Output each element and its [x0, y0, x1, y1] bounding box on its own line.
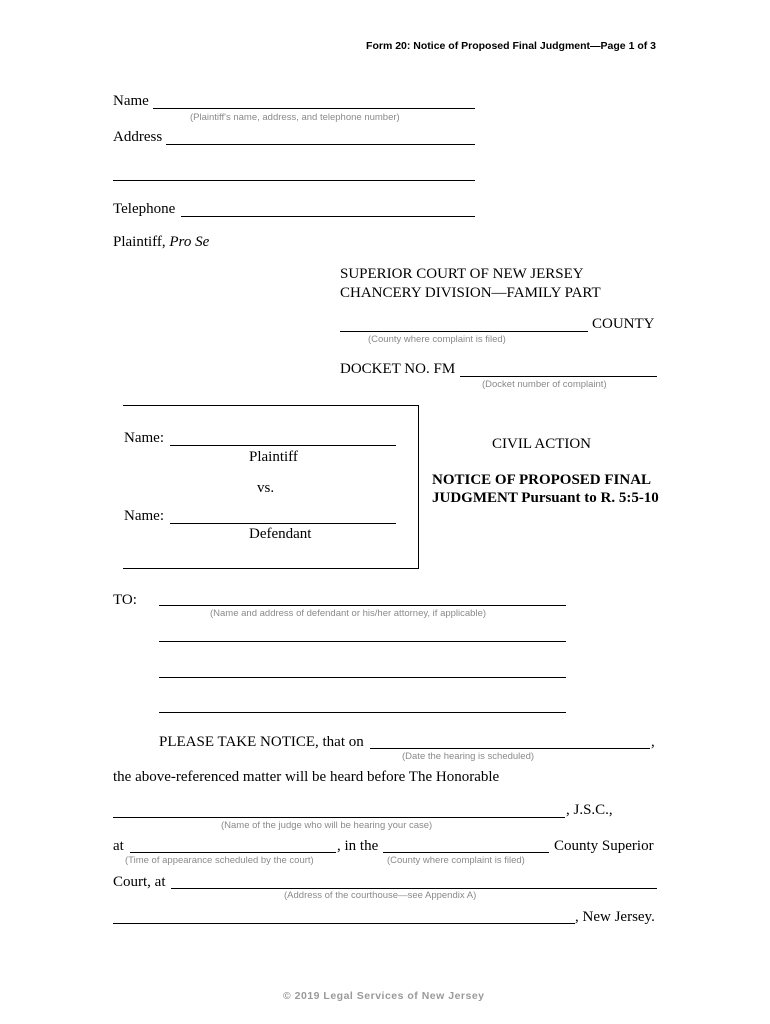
- caption-defendant: Defendant: [249, 526, 312, 542]
- appearance-time-field[interactable]: [130, 852, 336, 853]
- courthouse-address-field[interactable]: [171, 888, 657, 889]
- to-label: TO:: [113, 592, 137, 608]
- to-hint: (Name and address of defendant or his/her attorney, if applicable): [210, 608, 487, 619]
- hearing-county-hint: (County where complaint is filed): [387, 855, 525, 866]
- jsc-label: , J.S.C.,: [566, 802, 613, 818]
- plaintiff-name-hint: (Plaintiff's name, address, and telephone number): [190, 112, 400, 123]
- date-hint: (Date the hearing is scheduled): [402, 751, 535, 762]
- notice-title-line-2: JUDGMENT Pursuant to R. 5:5-10: [432, 490, 659, 506]
- county-field[interactable]: [340, 331, 588, 332]
- county-superior-label: County Superior: [554, 838, 654, 854]
- form-title: Form 20: Notice of Proposed Final Judgment—Page 1 of 3: [366, 40, 656, 52]
- caption-plaintiff-field[interactable]: [170, 445, 396, 446]
- docket-hint: (Docket number of complaint): [482, 379, 607, 390]
- in-the-label: , in the: [337, 838, 379, 854]
- at-label: at: [113, 838, 124, 854]
- hearing-county-field[interactable]: [383, 852, 549, 853]
- address-label: Address: [113, 129, 163, 145]
- name-label: Name: [113, 93, 149, 109]
- to-field-4[interactable]: [159, 712, 566, 713]
- judge-hint: (Name of the judge who will be hearing your case): [221, 820, 433, 831]
- to-field-2[interactable]: [159, 641, 566, 642]
- date-comma: ,: [651, 734, 655, 750]
- plaintiff-label: Plaintiff,: [113, 234, 170, 250]
- county-label: COUNTY: [592, 316, 655, 332]
- to-field-1[interactable]: [159, 605, 566, 606]
- telephone-label: Telephone: [113, 201, 176, 217]
- caption-name-label-1: Name:: [124, 430, 164, 446]
- caption-vs: vs.: [257, 480, 275, 496]
- address-field-2[interactable]: [113, 180, 475, 181]
- new-jersey-label: , New Jersey.: [575, 909, 655, 925]
- courthouse-address-field-2[interactable]: [113, 923, 575, 924]
- plaintiff-pro-se: [113, 234, 209, 251]
- docket-label: DOCKET NO. FM: [340, 361, 456, 377]
- copyright-footer: © 2019 Legal Services of New Jersey: [283, 990, 485, 1002]
- pro-se-label: Pro Se: [169, 234, 210, 250]
- caption-defendant-field[interactable]: [170, 523, 396, 524]
- to-field-3[interactable]: [159, 677, 566, 678]
- address-field-1[interactable]: [166, 144, 475, 145]
- caption-name-label-2: Name:: [124, 508, 164, 524]
- civil-action: CIVIL ACTION: [492, 436, 592, 452]
- county-hint: (County where complaint is filed): [368, 334, 506, 345]
- hearing-date-field[interactable]: [370, 748, 650, 749]
- plaintiff-name-field[interactable]: [153, 108, 475, 109]
- judge-name-field[interactable]: [113, 817, 565, 818]
- caption-plaintiff: Plaintiff: [249, 449, 298, 465]
- notice-title-line-1: NOTICE OF PROPOSED FINAL: [432, 472, 652, 488]
- telephone-field[interactable]: [181, 216, 475, 217]
- heard-before-text: the above-referenced matter will be heard before The Honorable: [113, 769, 500, 785]
- please-take-notice: PLEASE TAKE NOTICE, that on: [159, 734, 364, 750]
- courthouse-address-hint: (Address of the courthouse—see Appendix A): [284, 890, 477, 901]
- time-hint: (Time of appearance scheduled by the court): [125, 855, 314, 866]
- court-at-label: Court, at: [113, 874, 166, 890]
- docket-field[interactable]: [460, 376, 657, 377]
- court-division: CHANCERY DIVISION—FAMILY PART: [340, 285, 601, 301]
- court-name: SUPERIOR COURT OF NEW JERSEY: [340, 266, 584, 282]
